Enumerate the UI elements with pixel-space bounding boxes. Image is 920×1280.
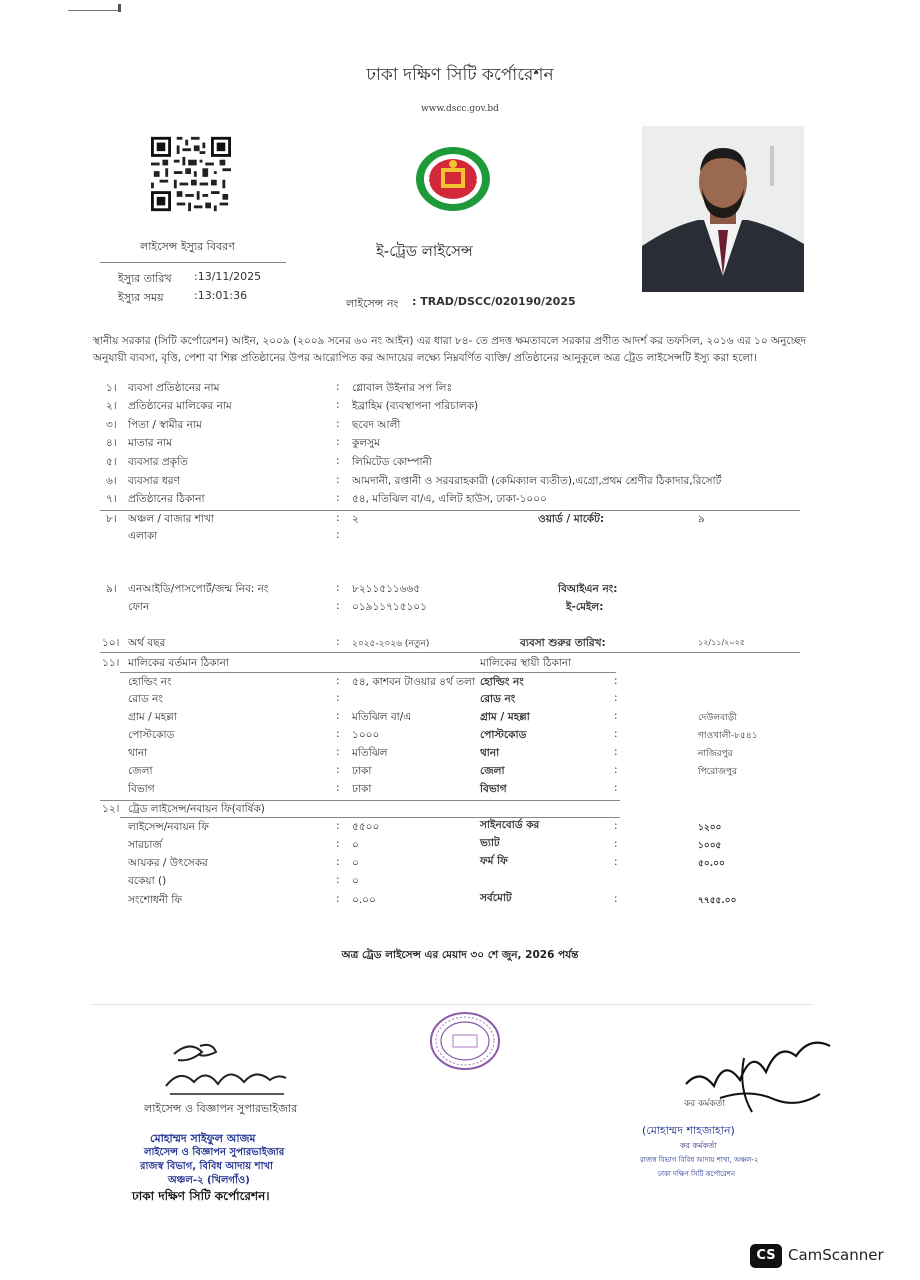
issue-section-title: লাইসেন্স ইস্যুর বিবরণ	[140, 240, 235, 253]
field-label: ব্যবসার প্রকৃতি	[128, 456, 188, 468]
fee-label: লাইসেন্স/নবায়ন ফি	[128, 821, 209, 833]
field-value: ইব্রাহিম (ব্যবস্থাপনা পরিচালক)	[352, 400, 479, 412]
field-value: গ্লোবাল উইনার সপ লিঃ	[352, 382, 453, 394]
field-value: লিমিটেড কোম্পানী	[352, 456, 432, 468]
dscc-seal-icon	[414, 146, 492, 212]
fee-right-value: ১২০০	[698, 823, 722, 833]
divider	[100, 510, 800, 511]
colon: :	[336, 710, 340, 722]
license-no-label: লাইসেন্স নং	[346, 297, 399, 310]
perm-address-field-value: নাজিরপুর	[698, 749, 733, 759]
address-label: মালিকের বর্তমান ঠিকানা	[128, 657, 229, 669]
fee-label: আয়কর / উৎসেকর	[128, 857, 208, 869]
issue-time-label: ইস্যুর সময়	[118, 291, 164, 304]
fee-value: ০.০০	[352, 894, 376, 906]
fee-right-value: ১০০৫	[698, 841, 722, 851]
divider	[100, 800, 620, 801]
perm-address-field-label: গ্রাম / মহল্লা	[480, 711, 530, 723]
fee-right-label: ভ্যাট	[480, 837, 500, 849]
field-num: ২।	[106, 400, 117, 412]
address-field-label: থানা	[128, 747, 148, 759]
address-field-label: বিভাগ	[128, 783, 155, 795]
scan-mark	[68, 10, 120, 11]
org-name: ঢাকা দক্ষিণ সিটি কর্পোরেশন	[366, 65, 554, 85]
left-stamp-line-5: ঢাকা দক্ষিণ সিটি কর্পোরেশন।	[132, 1189, 270, 1203]
colon: :	[336, 381, 340, 393]
perm-address-field-label: জেলা	[480, 765, 505, 777]
field-num: ৪।	[106, 437, 117, 449]
left-stamp-line-2: লাইসেন্স ও বিজ্ঞাপন সুপারভাইজার	[144, 1147, 285, 1158]
colon: :	[336, 474, 340, 486]
office-stamp-icon	[428, 1010, 502, 1072]
address-field-value: মতিঝিল বা/এ	[352, 711, 412, 723]
fee-value: ০	[352, 875, 359, 887]
zone-label: অঞ্চল / বাজার শাখা	[128, 513, 214, 525]
right-stamp-line-3: রাজস্ব বিভাগ বিবিধ আদায় শাখা, অঞ্চল-২	[640, 1156, 759, 1164]
left-stamp-line-4: অঞ্চল-২ (খিলগাঁও)	[168, 1175, 250, 1186]
fee-value: ০	[352, 857, 359, 869]
colon: :	[336, 529, 340, 541]
owner-photo	[642, 126, 804, 292]
ward-label: ওয়ার্ড / মার্কেট:	[538, 513, 605, 525]
fy-label: অর্থ বছর	[128, 637, 166, 649]
colon: :	[614, 746, 618, 758]
colon: :	[336, 675, 340, 687]
colon: :	[336, 874, 340, 886]
field-value: কুলসুম	[352, 437, 380, 449]
start-date-label: ব্যবসা শুরুর তারিখ:	[520, 637, 606, 649]
fy-num: ১০।	[102, 637, 120, 649]
perm-address-field-label: পোস্টকোড	[480, 729, 527, 741]
colon: :	[336, 728, 340, 740]
field-label: ব্যবসার ধরণ	[128, 475, 180, 487]
doc-title: ই-ট্রেড লাইসেন্স	[376, 242, 473, 260]
perm-address-field-value: দেউলবাড়ী	[698, 713, 737, 723]
issue-date-label: ইস্যুর তারিখ	[118, 272, 172, 285]
colon: :	[614, 856, 618, 868]
divider	[92, 1004, 812, 1005]
phone-value: ০১৯১১৭১৫১০১	[352, 601, 427, 613]
left-stamp-line-1: মোহাম্মদ সাইফুল আজম	[150, 1132, 256, 1145]
field-label: মাতার নাম	[128, 437, 173, 449]
field-num: ৭।	[106, 493, 117, 505]
nid-value: ৮২১১৫১১৬৬৫	[352, 583, 421, 595]
colon: :	[336, 492, 340, 504]
fee-right-value: ৭৭৫৫.০০	[698, 896, 737, 906]
perm-address-field-value: গাওখালী-৮৫৪১	[698, 731, 758, 741]
colon: :	[336, 893, 340, 905]
colon: :	[336, 600, 340, 612]
perm-address-field-label: বিভাগ	[480, 783, 507, 795]
validity-note: অত্র ট্রেড লাইসেন্স এর মেয়াদ ৩০ শে জুন, 2026 পর্যন্ত	[341, 949, 579, 961]
fee-label: বকেয়া ()	[128, 875, 167, 887]
divider	[100, 652, 800, 653]
perm-address-field-value: পিরোজপুর	[698, 767, 737, 777]
field-value: ছবেদ আলী	[352, 419, 401, 431]
nid-label: এনআইডি/পাসপোর্ট/জন্ম নিব: নং	[128, 583, 269, 595]
colon: :	[614, 820, 618, 832]
colon: :	[336, 856, 340, 868]
fee-right-label: সর্বমোট	[480, 892, 512, 904]
qr-code-icon	[146, 134, 236, 214]
perm-address-field-label: হোল্ডিং নং	[480, 676, 524, 688]
fees-title: ট্রেড লাইসেন্স/নবায়ন ফি(বার্ষিক)	[128, 803, 265, 815]
colon: :	[614, 710, 618, 722]
field-label: পিতা / স্বামীর নাম	[128, 419, 202, 431]
fee-right-label: সাইনবোর্ড কর	[480, 819, 540, 831]
fee-right-value: ৫০.০০	[698, 859, 725, 869]
field-num: ১।	[106, 382, 117, 394]
divider	[100, 262, 286, 263]
fee-label: সংশোধনী ফি	[128, 894, 183, 906]
address-field-label: রোড নং	[128, 693, 163, 705]
intro-paragraph: স্থানীয় সরকার (সিটি কর্পোরেশন) আইন, ২০০৯ (২০০৯ সনের ৬০ নং আইন) এর ধারা ৮৪- তে প্রদত্ত ক্ষমতাবলে সরকার প্রণীত আদর্শ কর তফসিল, ২০১৬ এর ১০ অনুচ্ছেদ অনুযায়ী ব্যবসা, বৃত্তি, পেশা বা শিল্প প্রতিষ্ঠানের উপর আরোপিত কর আদায়ের লক্ষ্যে নিম্নবর্ণিত ব্যক্তি/ প্রতিষ্ঠানের আনুকূলে অত্র ট্রেড লাইসেন্সটি ইস্যু করা হলো।	[93, 335, 807, 364]
issue-date-value: :13/11/2025	[194, 270, 262, 283]
nid-num: ৯।	[106, 583, 117, 595]
website: www.dscc.gov.bd	[421, 104, 499, 114]
address-field-label: হোল্ডিং নং	[128, 676, 172, 688]
colon: :	[336, 782, 340, 794]
colon: :	[336, 418, 340, 430]
left-signatory-title: লাইসেন্স ও বিজ্ঞাপন সুপারভাইজার	[144, 1102, 298, 1115]
ward-value: ৯	[698, 513, 705, 525]
camscanner-logo-icon: CS	[750, 1244, 782, 1268]
fee-value: ৫৫০০	[352, 821, 380, 833]
field-label: প্রতিষ্ঠানের মালিকের নাম	[128, 400, 232, 412]
address-field-label: গ্রাম / মহল্লা	[128, 711, 177, 723]
camscanner-brand: CamScanner	[788, 1246, 884, 1264]
divider	[120, 817, 620, 818]
area-label: এলাকা	[128, 530, 158, 542]
colon: :	[336, 764, 340, 776]
colon: :	[614, 782, 618, 794]
colon: :	[336, 746, 340, 758]
field-num: ৬।	[106, 475, 117, 487]
colon: :	[336, 582, 340, 594]
scan-mark-dot	[118, 4, 121, 12]
colon: :	[614, 692, 618, 704]
zone-value: ২	[352, 513, 359, 525]
colon: :	[614, 838, 618, 850]
colon: :	[336, 399, 340, 411]
email-label: ই-মেইল:	[566, 601, 604, 613]
colon: :	[614, 893, 618, 905]
phone-label: ফোন	[128, 601, 150, 613]
address-field-value: ৫৪, কাশবন টাওয়ার ৪র্থ তলা	[352, 676, 475, 688]
colon: :	[336, 512, 340, 524]
address-field-label: পোস্টকোড	[128, 729, 175, 741]
address-field-value: মতিঝিল	[352, 747, 388, 759]
zone-num: ৮।	[106, 513, 117, 525]
right-stamp-line-2: কর কর্মকর্তা	[680, 1141, 717, 1150]
field-label: প্রতিষ্ঠানের ঠিকানা	[128, 493, 205, 505]
colon: :	[336, 820, 340, 832]
start-date-value: ১২/১১/২০২৫	[698, 638, 745, 647]
field-value: আমদানী, রপ্তানী ও সরবরাহকারী (কেমিক্যাল ব্যতীত),এগ্রো,প্রথম শ্রেণীর ঠিকাদার,রিসোর্ট	[352, 475, 722, 487]
colon: :	[336, 692, 340, 704]
right-signatory-title: কর কর্মকর্তা	[684, 1099, 726, 1109]
address-field-label: জেলা	[128, 765, 153, 777]
fee-label: সারচার্জ	[128, 839, 162, 851]
perm-address-field-label: রোড নং	[480, 693, 516, 705]
left-stamp-line-3: রাজস্ব বিভাগ, বিবিধ আদায় শাখা	[140, 1161, 273, 1172]
address-field-value: ১০০০	[352, 729, 380, 741]
colon: :	[336, 636, 340, 648]
colon: :	[336, 838, 340, 850]
colon: :	[614, 728, 618, 740]
license-no-value: : TRAD/DSCC/020190/2025	[412, 295, 576, 308]
fy-value: ২০২৫-২০২৬ (নতুন)	[352, 639, 430, 649]
fees-num: ১২।	[102, 803, 120, 815]
colon: :	[614, 764, 618, 776]
field-label: ব্যবসা প্রতিষ্ঠানের নাম	[128, 382, 220, 394]
divider	[120, 672, 616, 673]
right-stamp-line-4: ঢাকা দক্ষিণ সিটি কর্পোরেশন	[658, 1170, 736, 1178]
address-field-value: ঢাকা	[352, 765, 372, 777]
address-num: ১১।	[102, 657, 120, 669]
fee-value: ০	[352, 839, 359, 851]
colon: :	[336, 436, 340, 448]
issue-time-value: :13:01:36	[194, 289, 248, 302]
bin-label: বিআইএন নং:	[558, 583, 618, 595]
fee-right-label: ফর্ম ফি	[480, 855, 508, 867]
perm-address-field-label: থানা	[480, 747, 500, 759]
field-num: ৫।	[106, 456, 117, 468]
right-stamp-line-1: (মোহাম্মদ শাহজাহান)	[642, 1124, 735, 1137]
colon: :	[614, 675, 618, 687]
field-num: ৩।	[106, 419, 117, 431]
colon: :	[336, 455, 340, 467]
left-signature-icon	[160, 1038, 292, 1100]
perm-address-title: মালিকের স্থায়ী ঠিকানা	[480, 657, 572, 669]
field-value: ৫৪, মতিঝিল বা/এ, এলিট হাউস, ঢাকা-১০০০	[352, 493, 547, 505]
address-field-value: ঢাকা	[352, 783, 372, 795]
